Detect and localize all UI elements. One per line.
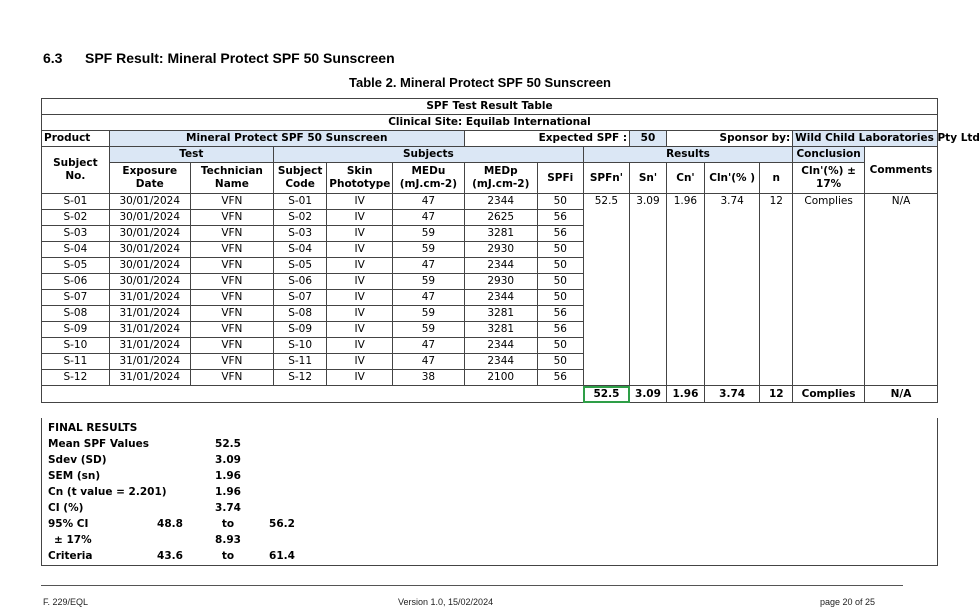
n-result-cell	[760, 242, 793, 258]
expected-spf-value: 50	[630, 131, 667, 147]
spfn-result-cell	[583, 274, 629, 290]
spfi-cell: 50	[537, 290, 583, 306]
exposure-date-cell: 31/01/2024	[109, 306, 190, 322]
pm-label: ± 17%	[54, 534, 92, 546]
n-result-cell	[760, 226, 793, 242]
spfn-result-cell	[583, 290, 629, 306]
technician-cell: VFN	[190, 226, 273, 242]
comments-result-cell	[865, 274, 938, 290]
cn-result-cell: 1.96	[666, 194, 704, 210]
table-row	[42, 354, 938, 370]
conclusion-result-cell	[793, 338, 865, 354]
n-result-cell	[760, 338, 793, 354]
cln-result-cell	[704, 370, 759, 386]
spfi-cell: 56	[537, 226, 583, 242]
conclusion-header: Cln'(%) ± 17%	[793, 163, 865, 194]
n-header: n	[760, 163, 793, 194]
comments-result-cell	[865, 242, 938, 258]
spfn-result-cell	[583, 370, 629, 386]
medp-cell: 2930	[464, 242, 537, 258]
cn-result-cell	[666, 242, 704, 258]
sdev-label: Sdev (SD)	[48, 454, 107, 466]
medp-cell: 3281	[464, 322, 537, 338]
final-comments: N/A	[865, 386, 938, 403]
criteria-to: to	[221, 550, 235, 562]
medu-cell: 47	[392, 290, 464, 306]
ci95-to: to	[221, 518, 235, 530]
exposure-date-cell: 31/01/2024	[109, 354, 190, 370]
n-result-cell	[760, 210, 793, 226]
technician-header: Technician Name	[190, 163, 273, 194]
exposure-date-cell: 30/01/2024	[109, 210, 190, 226]
pm-value: 8.93	[215, 534, 241, 546]
sn-result-cell	[630, 322, 667, 338]
cn-result-cell	[666, 306, 704, 322]
technician-cell: VFN	[190, 322, 273, 338]
technician-cell: VFN	[190, 258, 273, 274]
technician-cell: VFN	[190, 194, 273, 210]
subject-code-cell: S-09	[273, 322, 326, 338]
technician-cell: VFN	[190, 370, 273, 386]
footer-version: Version 1.0, 15/02/2024	[398, 597, 494, 607]
spfi-cell: 56	[537, 210, 583, 226]
medu-cell: 38	[392, 370, 464, 386]
skin-phototype-header: Skin Phototype	[327, 163, 393, 194]
cn-result-cell	[666, 274, 704, 290]
technician-cell: VFN	[190, 338, 273, 354]
final-n: 12	[760, 386, 793, 403]
cn-result-cell	[666, 338, 704, 354]
cln-result-cell	[704, 258, 759, 274]
final-results-heading: FINAL RESULTS	[48, 422, 138, 434]
sn-result-cell	[630, 258, 667, 274]
table-row	[42, 274, 938, 290]
final-row-spacer	[42, 386, 584, 403]
skin-phototype-cell: IV	[327, 258, 393, 274]
conclusion-result-cell: Complies	[793, 194, 865, 210]
exposure-date-cell: 31/01/2024	[109, 322, 190, 338]
medu-cell: 59	[392, 242, 464, 258]
technician-cell: VFN	[190, 274, 273, 290]
comments-result-cell	[865, 322, 938, 338]
test-group-header: Test	[109, 147, 273, 163]
mean-spf-value: 52.5	[215, 438, 241, 450]
n-result-cell	[760, 290, 793, 306]
technician-cell: VFN	[190, 242, 273, 258]
section-title: SPF Result: Mineral Protect SPF 50 Sunscreen	[85, 50, 395, 66]
table-row	[42, 306, 938, 322]
subject-no-cell: S-06	[42, 274, 110, 290]
skin-phototype-cell: IV	[327, 194, 393, 210]
cln-result-cell	[704, 242, 759, 258]
subject-code-cell: S-01	[273, 194, 326, 210]
sn-result-cell	[630, 354, 667, 370]
section-number: 6.3	[43, 50, 63, 66]
table-caption: Table 2. Mineral Protect SPF 50 Sunscreen	[348, 75, 612, 90]
spfn-result-cell	[583, 226, 629, 242]
cln-result-cell	[704, 338, 759, 354]
medu-header: MEDu (mJ.cm-2)	[392, 163, 464, 194]
cn-header: Cn'	[666, 163, 704, 194]
ci-value: 3.74	[215, 502, 241, 514]
spfi-cell: 50	[537, 354, 583, 370]
skin-phototype-cell: IV	[327, 322, 393, 338]
comments-result-cell	[865, 370, 938, 386]
spfi-cell: 50	[537, 242, 583, 258]
n-result-cell	[760, 274, 793, 290]
sponsor-value: Wild Child Laboratories Pty Ltd	[793, 131, 938, 147]
skin-phototype-cell: IV	[327, 370, 393, 386]
subject-no-cell: S-12	[42, 370, 110, 386]
spfn-result-cell	[583, 338, 629, 354]
sn-result-cell	[630, 242, 667, 258]
table-row	[42, 226, 938, 242]
footer-divider	[41, 585, 903, 586]
skin-phototype-cell: IV	[327, 354, 393, 370]
sn-result-cell	[630, 290, 667, 306]
medp-cell: 2344	[464, 194, 537, 210]
medu-cell: 47	[392, 194, 464, 210]
medp-cell: 2930	[464, 274, 537, 290]
spfn-result-cell	[583, 242, 629, 258]
subject-no-cell: S-04	[42, 242, 110, 258]
spfi-cell: 56	[537, 306, 583, 322]
spfi-header: SPFi	[537, 163, 583, 194]
cln-result-cell	[704, 290, 759, 306]
skin-phototype-cell: IV	[327, 274, 393, 290]
subject-no-cell: S-07	[42, 290, 110, 306]
medp-cell: 3281	[464, 306, 537, 322]
conclusion-group-header: Conclusion	[793, 147, 865, 163]
comments-result-cell	[865, 338, 938, 354]
medu-cell: 59	[392, 226, 464, 242]
table-row	[42, 210, 938, 226]
conclusion-result-cell	[793, 290, 865, 306]
medp-cell: 2344	[464, 338, 537, 354]
subject-code-header: Subject Code	[273, 163, 326, 194]
conclusion-result-cell	[793, 242, 865, 258]
cln-result-cell	[704, 322, 759, 338]
exposure-date-cell: 30/01/2024	[109, 194, 190, 210]
subject-no-cell: S-11	[42, 354, 110, 370]
cn-result-cell	[666, 370, 704, 386]
cln-result-cell	[704, 354, 759, 370]
medp-cell: 2344	[464, 354, 537, 370]
medu-cell: 47	[392, 354, 464, 370]
medu-cell: 59	[392, 306, 464, 322]
technician-cell: VFN	[190, 290, 273, 306]
criteria-high: 61.4	[269, 550, 295, 562]
table-row	[42, 242, 938, 258]
sn-result-cell	[630, 306, 667, 322]
medu-cell: 47	[392, 210, 464, 226]
subject-no-cell: S-10	[42, 338, 110, 354]
spfi-cell: 56	[537, 322, 583, 338]
cln-result-cell	[704, 274, 759, 290]
n-result-cell	[760, 370, 793, 386]
conclusion-result-cell	[793, 274, 865, 290]
comments-header: Comments	[865, 147, 938, 194]
final-results-panel	[41, 418, 938, 566]
comments-result-cell: N/A	[865, 194, 938, 210]
cn-result-cell	[666, 354, 704, 370]
subject-code-cell: S-08	[273, 306, 326, 322]
conclusion-result-cell	[793, 354, 865, 370]
subject-code-cell: S-07	[273, 290, 326, 306]
exposure-date-cell: 30/01/2024	[109, 274, 190, 290]
table-row	[42, 338, 938, 354]
table-row	[42, 194, 938, 210]
cln-result-cell: 3.74	[704, 194, 759, 210]
comments-result-cell	[865, 290, 938, 306]
sponsor-label: Sponsor by:	[666, 131, 792, 147]
cn-result-cell	[666, 258, 704, 274]
sn-result-cell	[630, 226, 667, 242]
subject-code-cell: S-03	[273, 226, 326, 242]
cn-value: 1.96	[215, 486, 241, 498]
medu-cell: 47	[392, 258, 464, 274]
n-result-cell	[760, 258, 793, 274]
subject-code-cell: S-12	[273, 370, 326, 386]
comments-result-cell	[865, 354, 938, 370]
conclusion-result-cell	[793, 306, 865, 322]
cn-result-cell	[666, 226, 704, 242]
subject-code-cell: S-10	[273, 338, 326, 354]
spfi-cell: 56	[537, 370, 583, 386]
n-result-cell	[760, 306, 793, 322]
medp-cell: 2344	[464, 290, 537, 306]
subject-code-cell: S-11	[273, 354, 326, 370]
technician-cell: VFN	[190, 306, 273, 322]
ci95-high: 56.2	[269, 518, 295, 530]
subject-code-cell: S-04	[273, 242, 326, 258]
table-title: SPF Test Result Table	[42, 99, 938, 115]
sn-result-cell	[630, 370, 667, 386]
subject-no-cell: S-09	[42, 322, 110, 338]
criteria-label: Criteria	[48, 550, 93, 562]
exposure-date-cell: 31/01/2024	[109, 338, 190, 354]
cn-result-cell	[666, 290, 704, 306]
skin-phototype-cell: IV	[327, 210, 393, 226]
medp-header: MEDp (mJ.cm-2)	[464, 163, 537, 194]
sn-result-cell	[630, 338, 667, 354]
sdev-value: 3.09	[215, 454, 241, 466]
exposure-date-cell: 30/01/2024	[109, 242, 190, 258]
final-conclusion: Complies	[793, 386, 865, 403]
final-spfn: 52.5	[583, 386, 629, 403]
sem-value: 1.96	[215, 470, 241, 482]
comments-result-cell	[865, 210, 938, 226]
technician-cell: VFN	[190, 354, 273, 370]
conclusion-result-cell	[793, 210, 865, 226]
spfi-cell: 50	[537, 258, 583, 274]
medp-cell: 2625	[464, 210, 537, 226]
conclusion-result-cell	[793, 226, 865, 242]
exposure-date-cell: 31/01/2024	[109, 290, 190, 306]
product-name: Mineral Protect SPF 50 Sunscreen	[109, 131, 464, 147]
spfn-header: SPFn'	[583, 163, 629, 194]
spfn-result-cell	[583, 258, 629, 274]
cln-result-cell	[704, 306, 759, 322]
skin-phototype-cell: IV	[327, 290, 393, 306]
exposure-date-header: Exposure Date	[109, 163, 190, 194]
ci95-label: 95% CI	[48, 518, 89, 530]
technician-cell: VFN	[190, 210, 273, 226]
cln-result-cell	[704, 226, 759, 242]
medu-cell: 59	[392, 322, 464, 338]
spf-result-table	[41, 98, 980, 403]
cn-label: Cn (t value = 2.201)	[48, 486, 167, 498]
sn-header: Sn'	[630, 163, 667, 194]
skin-phototype-cell: IV	[327, 226, 393, 242]
ci-label: CI (%)	[48, 502, 84, 514]
product-label: Product	[42, 131, 110, 147]
clinical-site: Clinical Site: Equilab International	[42, 115, 938, 131]
spfi-cell: 50	[537, 274, 583, 290]
final-cn: 1.96	[666, 386, 704, 403]
subject-code-cell: S-02	[273, 210, 326, 226]
table-row	[42, 290, 938, 306]
subject-code-cell: S-06	[273, 274, 326, 290]
medp-cell: 2100	[464, 370, 537, 386]
subject-no-cell: S-05	[42, 258, 110, 274]
ci95-low: 48.8	[157, 518, 183, 530]
comments-result-cell	[865, 258, 938, 274]
n-result-cell	[760, 322, 793, 338]
cn-result-cell	[666, 322, 704, 338]
cln-result-cell	[704, 210, 759, 226]
table-row	[42, 258, 938, 274]
medu-cell: 59	[392, 274, 464, 290]
cln-header: Cln'(% )	[704, 163, 759, 194]
n-result-cell: 12	[760, 194, 793, 210]
medp-cell: 2344	[464, 258, 537, 274]
subject-no-cell: S-08	[42, 306, 110, 322]
sn-result-cell	[630, 210, 667, 226]
results-group-header: Results	[583, 147, 792, 163]
comments-result-cell	[865, 226, 938, 242]
criteria-low: 43.6	[157, 550, 183, 562]
footer-page-number: page 20 of 25	[820, 597, 876, 607]
spfi-cell: 50	[537, 194, 583, 210]
sn-result-cell	[630, 274, 667, 290]
subjects-group-header: Subjects	[273, 147, 583, 163]
subject-no-cell: S-01	[42, 194, 110, 210]
skin-phototype-cell: IV	[327, 242, 393, 258]
spfn-result-cell: 52.5	[583, 194, 629, 210]
cn-result-cell	[666, 210, 704, 226]
spfi-cell: 50	[537, 338, 583, 354]
conclusion-result-cell	[793, 370, 865, 386]
medp-cell: 3281	[464, 226, 537, 242]
final-sn: 3.09	[630, 386, 667, 403]
subject-no-cell: S-02	[42, 210, 110, 226]
footer-form-code: F. 229/EQL	[43, 597, 89, 607]
n-result-cell	[760, 354, 793, 370]
skin-phototype-cell: IV	[327, 338, 393, 354]
spfn-result-cell	[583, 322, 629, 338]
conclusion-result-cell	[793, 258, 865, 274]
subject-no-header: Subject No.	[42, 147, 110, 194]
exposure-date-cell: 30/01/2024	[109, 226, 190, 242]
subject-no-cell: S-03	[42, 226, 110, 242]
conclusion-result-cell	[793, 322, 865, 338]
section-heading	[43, 50, 395, 66]
medu-cell: 47	[392, 338, 464, 354]
expected-spf-label: Expected SPF :	[464, 131, 629, 147]
exposure-date-cell: 31/01/2024	[109, 370, 190, 386]
spfn-result-cell	[583, 306, 629, 322]
spfn-result-cell	[583, 354, 629, 370]
subject-code-cell: S-05	[273, 258, 326, 274]
exposure-date-cell: 30/01/2024	[109, 258, 190, 274]
sn-result-cell: 3.09	[630, 194, 667, 210]
spfn-result-cell	[583, 210, 629, 226]
mean-spf-label: Mean SPF Values	[48, 438, 149, 450]
comments-result-cell	[865, 306, 938, 322]
final-cln: 3.74	[704, 386, 759, 403]
skin-phototype-cell: IV	[327, 306, 393, 322]
table-row	[42, 322, 938, 338]
sem-label: SEM (sn)	[48, 470, 101, 482]
table-row	[42, 370, 938, 386]
